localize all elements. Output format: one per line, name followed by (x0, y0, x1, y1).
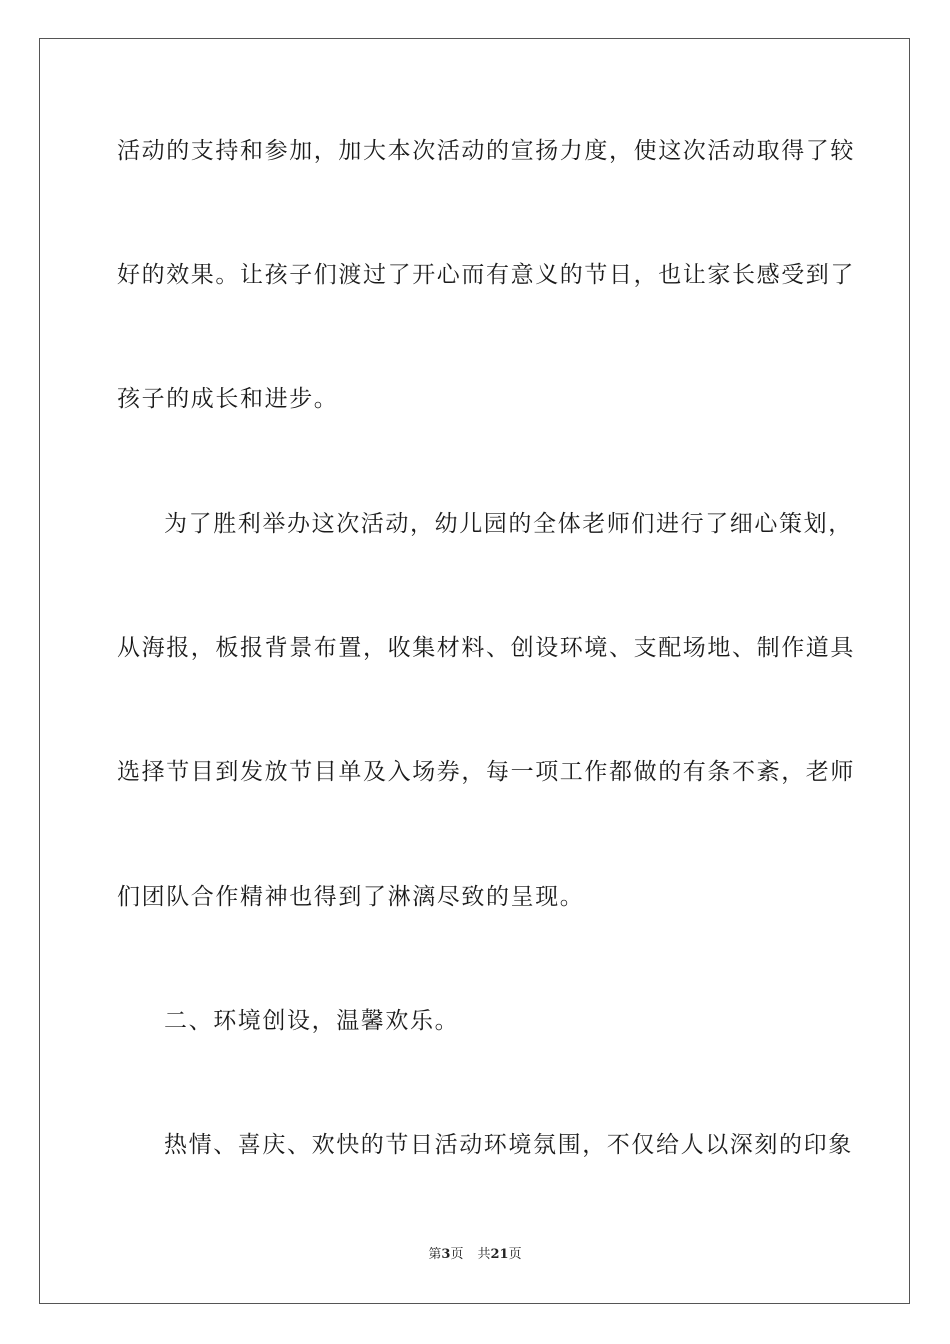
page-suffix: 页 (450, 1247, 464, 1262)
body-text-line-9: 热情、喜庆、欢快的节日活动环境氛围，不仅给人以深刻的印象 (164, 1132, 853, 1158)
body-text-line-4: 为了胜利举办这次活动，幼儿园的全体老师们进行了细心策划， (164, 511, 853, 537)
body-text-line-6: 选择节目到发放节目单及入场券，每一项工作都做的有条不紊，老师 (117, 759, 855, 785)
page-prefix: 第 (428, 1247, 442, 1262)
body-text-line-5: 从海报，板报背景布置，收集材料、创设环境、支配场地、制作道具 (117, 635, 855, 661)
total-pages: 21 (490, 1247, 509, 1262)
total-suffix: 页 (508, 1247, 522, 1262)
body-text-line-1: 活动的支持和参加，加大本次活动的宣扬力度，使这次活动取得了较 (117, 138, 855, 164)
body-text-line-7: 们团队合作精神也得到了淋漓尽致的呈现。 (117, 884, 585, 910)
body-text-line-3: 孩子的成长和进步。 (117, 386, 339, 412)
page-footer (0, 1246, 950, 1264)
body-text-line-2: 好的效果。让孩子们渡过了开心而有意义的节日，也让家长感受到了 (117, 262, 855, 288)
total-prefix: 共 (477, 1247, 491, 1262)
page-number: 3 (441, 1247, 451, 1262)
section-heading: 二、环境创设，温馨欢乐。 (164, 1008, 460, 1034)
page-border (39, 38, 910, 1304)
